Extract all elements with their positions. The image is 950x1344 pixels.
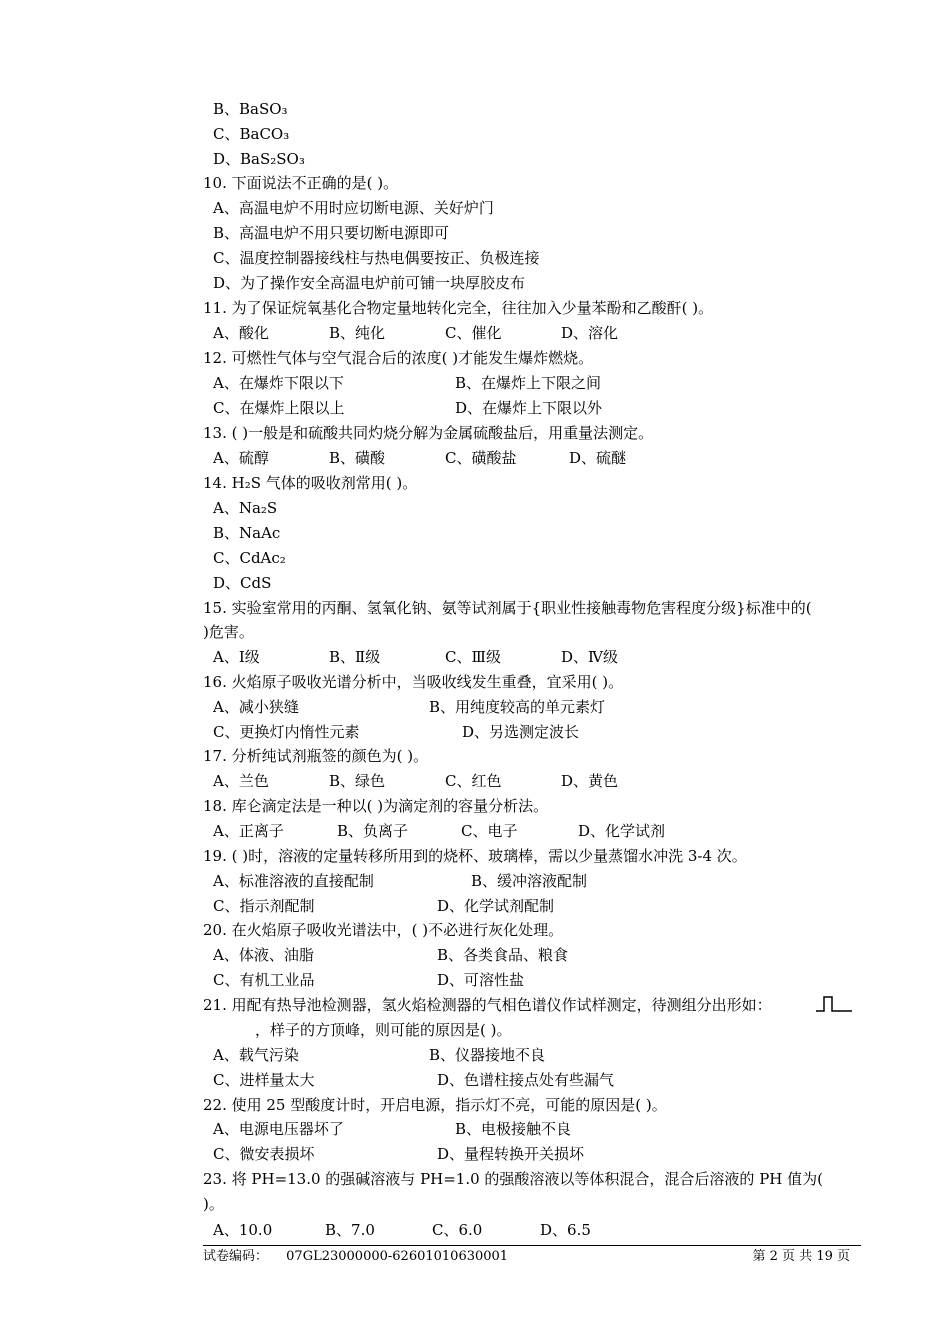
exam-code [203,1248,508,1266]
exam-page: B、BaSO₃ C、BaCO₃ D、BaS₂SO₃ 10. 下面说法不正确的是( )。 A、高温电炉不用时应切断电源、关好炉门 B、高温电炉不用只要切断电源即可 C、温度控制器接线柱与热电偶要按正、负极连接 D、为了操作安全高温电炉前可铺一块厚胶皮布 11. 为了保证烷氧基化合物定量地转化完全，往往加入少量苯酚和乙酸酐( )。 A、酸化 B、纯化 C、催化 D、溶化 12. 可燃性气体与空气混合后的浓度( )才能发生爆炸燃烧。 A、在爆炸下限以下 B、在爆炸上下限之间 C、在爆炸上限以上 D、在爆炸上下限以外 13. ( )一般是和硫酸共同灼烧分解为金属硫酸盐后，用重量法测定。 A、硫醇 B、磺酸 C、磺酸盐 D、硫醚 14. H₂S 气体的吸收剂常用( )。 A、Na₂S B、NaAc C、CdAc₂ D、CdS 15. 实验室常用的丙酮、氢氧化钠、氨等试剂属于{职业性接触毒物危害程度分级}标准中的( )危害。 A、Ⅰ级 B、Ⅱ级 C、Ⅲ级 D、Ⅳ级 16. 火焰原子吸收光谱分析中，当吸收线发生重叠，宜采用( )。 A、减小狭缝 B、用纯度较高的单元素灯 C、更换灯内惰性元素 D、另选测定波长 17. 分析纯试剂瓶签的颜色为( )。 A、兰色 B、绿色 C、红色 D、黄色 18. 库仑滴定法是一种以( )为滴定剂的容量分析法。 A、正离子 B、负离子 C、电子 D、化学试剂 19. ( )时，溶液的定量转移所用到的烧杯、玻璃棒，需以少量蒸馏水冲洗 3-4 次。 A、标准溶液的直接配制 B、缓冲溶液配制 C、指示剂配制 D、化学试剂配制 20. 在火焰原子吸收光谱法中，( )不必进行灰化处理。 A、体液、油脂 B、各类食品、粮食 C、有机工业品 D、可溶性盐 21. 用配有热导池检测器，氢火焰检测器的气相色谱仪作试样测定，待测组分出形如： ，样子的方顶峰，则可能的原因是( )。 A、载气污染 B、仪器接地不良 C、进样量太大 D、色谱柱接点处有些漏气 22. 使用 25 型酸度计时，开启电源，指示灯不亮，可能的原因是( )。 A、电源电压器坏了 B、电极接触不良 C、微安表损坏 D、量程转换开关损坏 23. 将 PH=13.0 的强碱溶液与 PH=1.0 的强酸溶液以等体积混合，混合后溶液的 PH 值为( )。 A、10.0 B、7.0 C、6.0 D、6.5 试卷编码： 07GL23000000-62601010630001 第 2 页 共 19 页 [0,0,950,1344]
exam-code-value: 07GL23000000-62601010630001 [286,1249,509,1264]
page-number: 第 2 页 共 19 页 [752,1249,850,1264]
footer-divider [203,1245,861,1246]
exam-code-label: 试卷编码： [203,1249,269,1264]
square-peak-icon [814,993,854,1015]
